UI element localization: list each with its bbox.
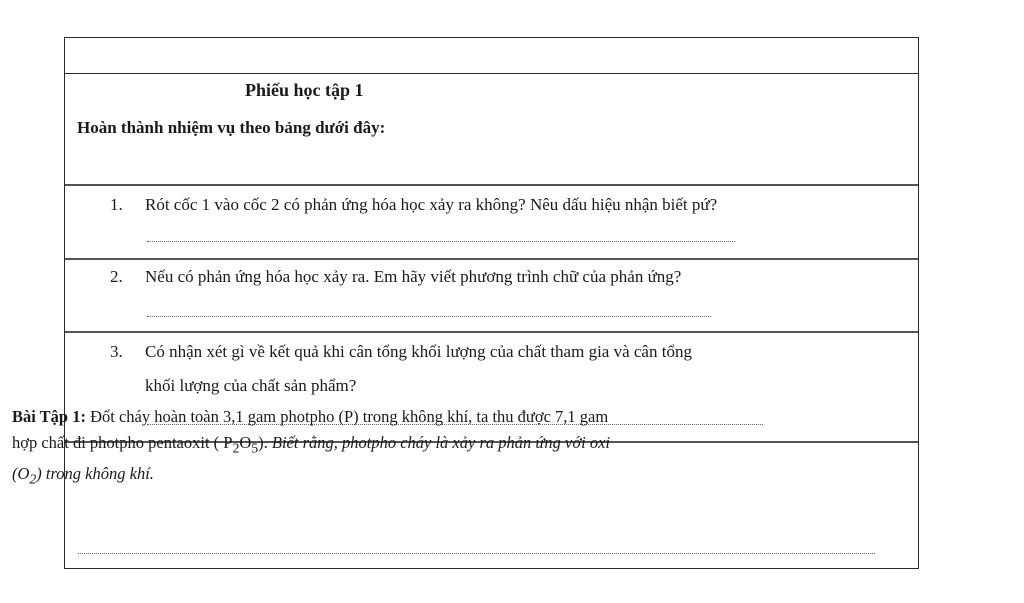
exercise-line-1: Bài Tập 1: Đốt cháy hoàn toàn 3,1 gam photpho (P) trong không khí, ta thu được 7,1 gam xyxy=(12,407,609,426)
question-number: 2. xyxy=(110,267,123,286)
exercise-line-3: $(O_2)$ trong không khí. xyxy=(12,464,154,487)
question-text-line2: khối lượng của chất sản phẩm? xyxy=(145,376,357,395)
table-header-row xyxy=(65,38,918,74)
question-number: 3. xyxy=(110,342,123,361)
sheet-title: Phiếu học tập 1 xyxy=(245,80,364,100)
question-text: Nếu có phản ứng hóa học xảy ra. Em hãy viết phương trình chữ của phản ứng? xyxy=(145,267,682,286)
answer-line-exercise xyxy=(78,553,875,554)
answer-line-1 xyxy=(147,241,735,242)
question-text: Có nhận xét gì về kết quả khi cân tổng khối lượng của chất tham gia và cân tổng xyxy=(145,342,692,361)
exercise-label: Bài Tập 1: xyxy=(12,407,86,426)
exercise-line-2: hợp chất đi photpho pentaoxit ( $P_2O_5$). Biết rằng, photpho cháy là xảy ra phản ứng với oxi xyxy=(12,433,610,456)
question-text: Rót cốc 1 vào cốc 2 có phản ứng hóa học xảy ra không? Nêu dấu hiệu nhận biết pứ? xyxy=(145,195,718,214)
answer-line-2 xyxy=(147,316,711,317)
question-number: 1. xyxy=(110,195,123,214)
exercise-text xyxy=(12,404,847,493)
instruction-text: Hoàn thành nhiệm vụ theo bảng dưới đây: xyxy=(77,118,386,137)
